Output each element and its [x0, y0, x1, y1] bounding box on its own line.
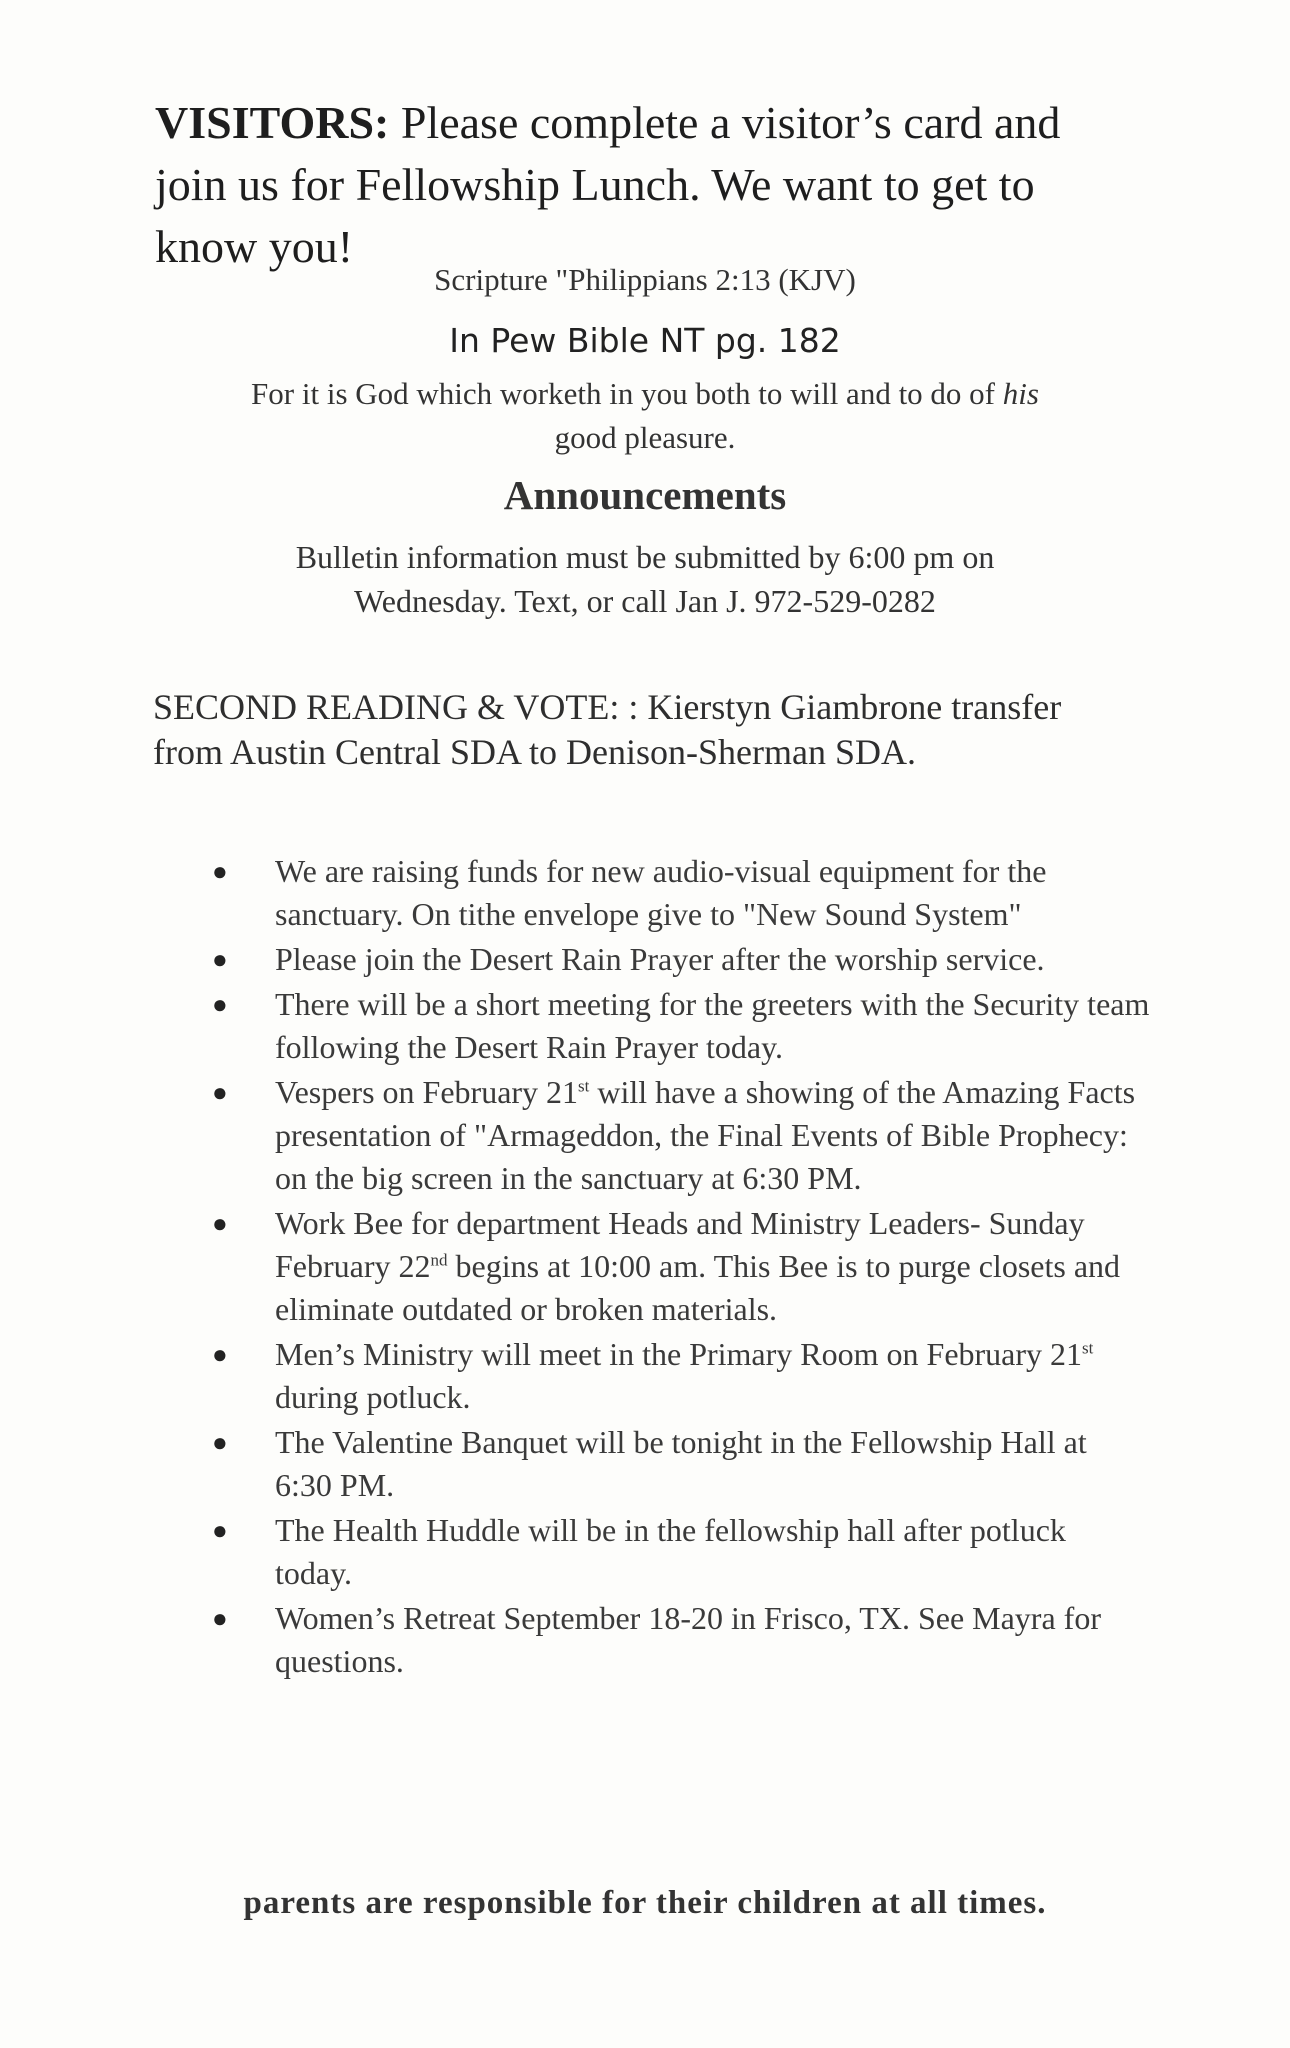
bullet-icon: ●: [212, 1209, 228, 1238]
list-item-text: Men’s Ministry will meet in the Primary Room on February 21: [275, 1336, 1083, 1372]
bulletin-deadline: [140, 535, 1150, 623]
visitors-text: Please complete a visitor’s card and join us for Fellowship Lunch. We want to get to know you!: [155, 97, 1061, 272]
closing-note: parents are responsible for their children at all times.: [243, 1885, 1047, 1921]
bullet-icon: ●: [212, 945, 228, 974]
list-item-text: during potluck.: [275, 1379, 471, 1415]
list-item-text: The Health Huddle will be in the fellowship hall after potluck today.: [275, 1512, 1066, 1591]
list-item: [200, 850, 1150, 936]
list-item-text: Vespers on February 21: [275, 1074, 579, 1110]
bullet-icon: ●: [212, 1078, 228, 1107]
visitors-paragraph: [155, 92, 1135, 278]
list-item: [200, 1333, 1150, 1419]
announcements-heading: Announcements: [503, 472, 787, 518]
list-item-text: We are raising funds for new audio-visual equipment for the sanctuary. On tithe envelope give to "New Sound System": [275, 853, 1047, 932]
list-item: [200, 1071, 1150, 1200]
ordinal-suffix: nd: [430, 1250, 448, 1270]
ordinal-suffix: st: [578, 1076, 590, 1096]
list-item: [200, 938, 1150, 981]
bulletin-line-2: Wednesday. Text, or call Jan J. 972-529-0282: [354, 583, 936, 619]
list-item-text: begins at 10:00 am. This Bee is to purge closets and eliminate outdated or broken materials.: [275, 1248, 1121, 1327]
scripture-reference: Scripture "Philippians 2:13 (KJV): [434, 262, 856, 297]
list-item-text: The Valentine Banquet will be tonight in the Fellowship Hall at 6:30 PM.: [275, 1424, 1087, 1503]
ordinal-suffix: st: [1082, 1338, 1094, 1358]
bullet-icon: ●: [212, 857, 228, 886]
bullet-icon: ●: [212, 1340, 228, 1369]
list-item-text: Please join the Desert Rain Prayer after the worship service.: [275, 941, 1045, 977]
verse-end: good pleasure.: [554, 420, 736, 455]
visitors-label: VISITORS:: [155, 97, 390, 148]
list-item: [200, 1202, 1150, 1331]
list-item: [200, 1597, 1150, 1683]
bulletin-line-1: Bulletin information must be submitted by 6:00 pm on: [295, 539, 995, 575]
verse-text: For it is God which worketh in you both to will and to do of: [251, 376, 996, 411]
list-item-text: Women’s Retreat September 18-20 in Frisco, TX. See Mayra for questions.: [275, 1600, 1101, 1679]
list-item: [200, 1421, 1150, 1507]
verse-italic: his: [1002, 376, 1039, 411]
bullet-icon: ●: [212, 1428, 228, 1457]
bullet-icon: ●: [212, 990, 228, 1019]
bullet-icon: ●: [212, 1604, 228, 1633]
list-item: [200, 1509, 1150, 1595]
list-item-text: There will be a short meeting for the greeters with the Security team following the Desert Rain Prayer today.: [275, 986, 1150, 1065]
list-item-text: will have a showing of the Amazing Facts presentation of "Armageddon, the Final Events of Bible Prophecy: on the big screen in the sanctuary at 6:30 PM.: [275, 1074, 1136, 1196]
list-item: [200, 983, 1150, 1069]
second-reading-notice: SECOND READING & VOTE: : Kierstyn Giambrone transfer from Austin Central SDA to Denison-Sherman SDA.: [153, 687, 1062, 772]
announcement-list: [200, 850, 1150, 1685]
list-item-text: Work Bee for department Heads and Ministry Leaders- Sunday February 22: [275, 1205, 1085, 1284]
bullet-icon: ●: [212, 1516, 228, 1545]
scripture-verse: [140, 372, 1150, 460]
pew-bible-page: In Pew Bible NT pg. 182: [449, 321, 841, 360]
